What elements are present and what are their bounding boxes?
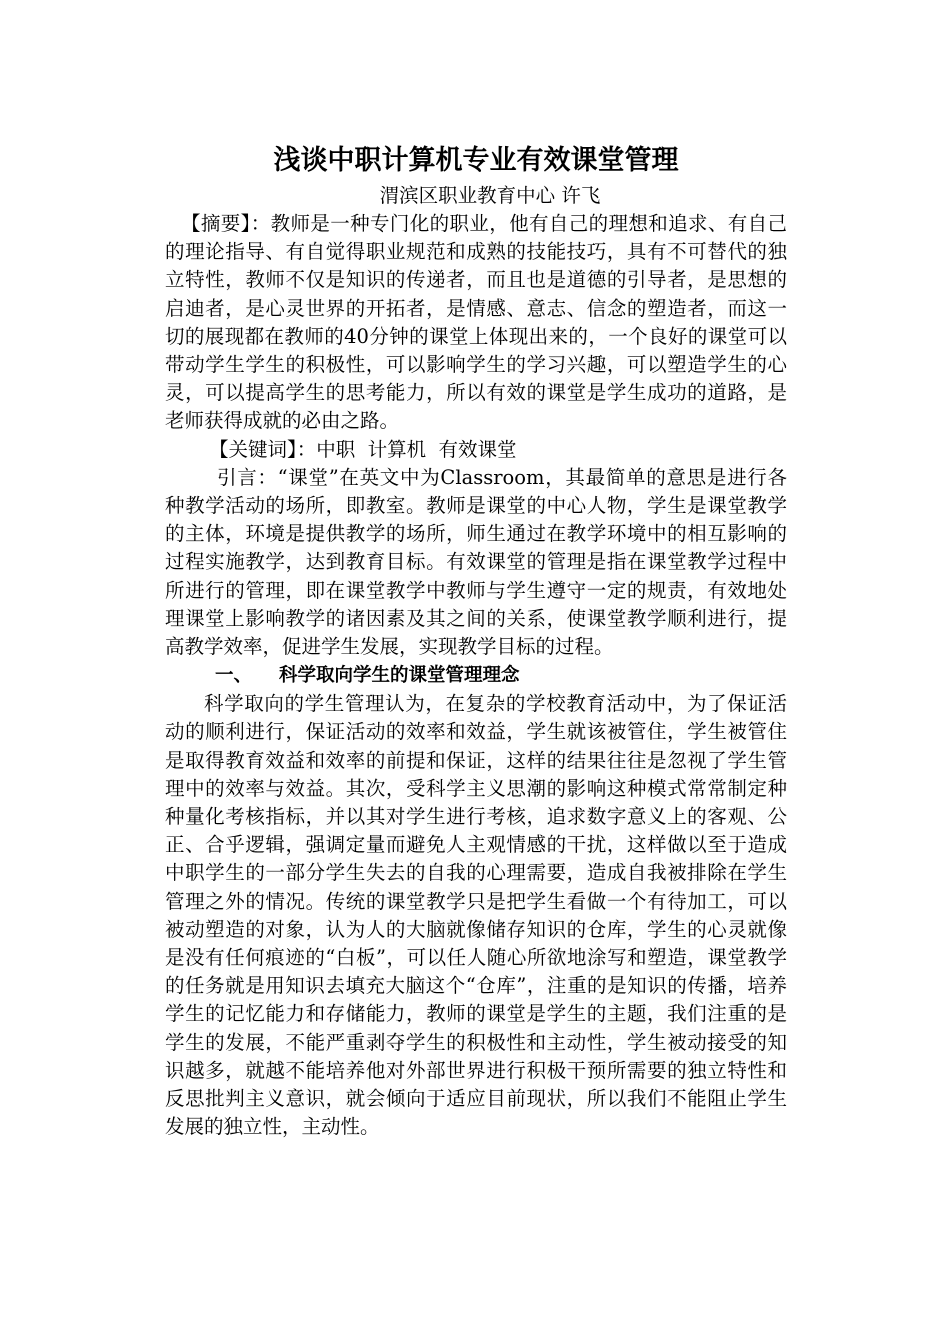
section-number: 一、 [215, 665, 253, 687]
document-page [165, 140, 787, 1142]
section-body-paragraph: 科学取向的学生管理认为，在复杂的学校教育活动中，为了保证活动的顺利进行，保证活动的效率和效益，学生就该被管住，学生被管住是取得教育效益和效率的前提和保证，这样的结果往往是忽视了学生管理中的效率与效益。其次，受科学主义思潮的影响这种模式常常制定种种量化考核指标，并以其对学生进行考核，追求数字意义上的客观、公正、合乎逻辑，强调定量而避免人主观情感的干扰，这样做以至于造成中职学生的一部分学生失去的自我的心理需要，造成自我被排除在学生管理之外的情况。传统的课堂教学只是把学生看做一个有待加工，可以被动塑造的对象，认为人的大脑就像储存知识的仓库，学生的心灵就像是没有任何痕迹的“白板”，可以任人随心所欲地涂写和塑造，课堂教学的任务就是用知识去填充大脑这个“仓库”，注重的是知识的传播，培养学生的记忆能力和存储能力，教师的课堂是学生的主题，我们注重的是学生的发展，不能严重剥夺学生的积极性和主动性，学生被动接受的知识越多，就越不能培养他对外部世界进行积极干预所需要的独立特性和反思批判主义意识，就会倾向于适应目前现状，所以我们不能阻止学生发展的独立性，主动性。 [165, 692, 787, 1139]
intro-paragraph: 引言：“课堂”在英文中为Classroom，其最简单的意思是进行各种教学活动的场所，即教室。教师是课堂的中心人物，学生是课堂教学的主体，环境是提供教学的场所，师生通过在教学环境中的相互影响的过程实施教学，达到教育目标。有效课堂的管理是指在课堂教学过程中所进行的管理，即在课堂教学中教师与学生遵守一定的规责，有效地处理课堂上影响教学的诸因素及其之间的关系，使课堂教学顺利进行，提高教学效率，促进学生发展，实现教学目标的过程。 [165, 465, 787, 659]
document-title: 浅谈中职计算机专业有效课堂管理 [273, 145, 679, 176]
section-heading [165, 661, 787, 690]
abstract-paragraph: 【摘要】：教师是一种专门化的职业，他有自己的理想和追求、有自己的理论指导、有自觉得职业规范和成熟的技能技巧，具有不可替代的独立特性，教师不仅是知识的传递者，而且也是道德的引导者，是思想的启迪者，是心灵世界的开拓者，是情感、意志、信念的塑造者，而这一切的展现都在教师的40分钟的课堂上体现出来的，一个良好的课堂可以带动学生学生的积极性，可以影响学生的学习兴趣，可以塑造学生的心灵，可以提高学生的思考能力，所以有效的课堂是学生成功的道路，是老师获得成就的必由之路。 [165, 212, 787, 433]
section-title: 科学取向学生的课堂管理理念 [279, 665, 520, 687]
author-line: 渭滨区职业教育中心 许飞 [379, 184, 601, 207]
keywords-line: 【关键词】：中职 计算机 有效课堂 [209, 437, 517, 461]
